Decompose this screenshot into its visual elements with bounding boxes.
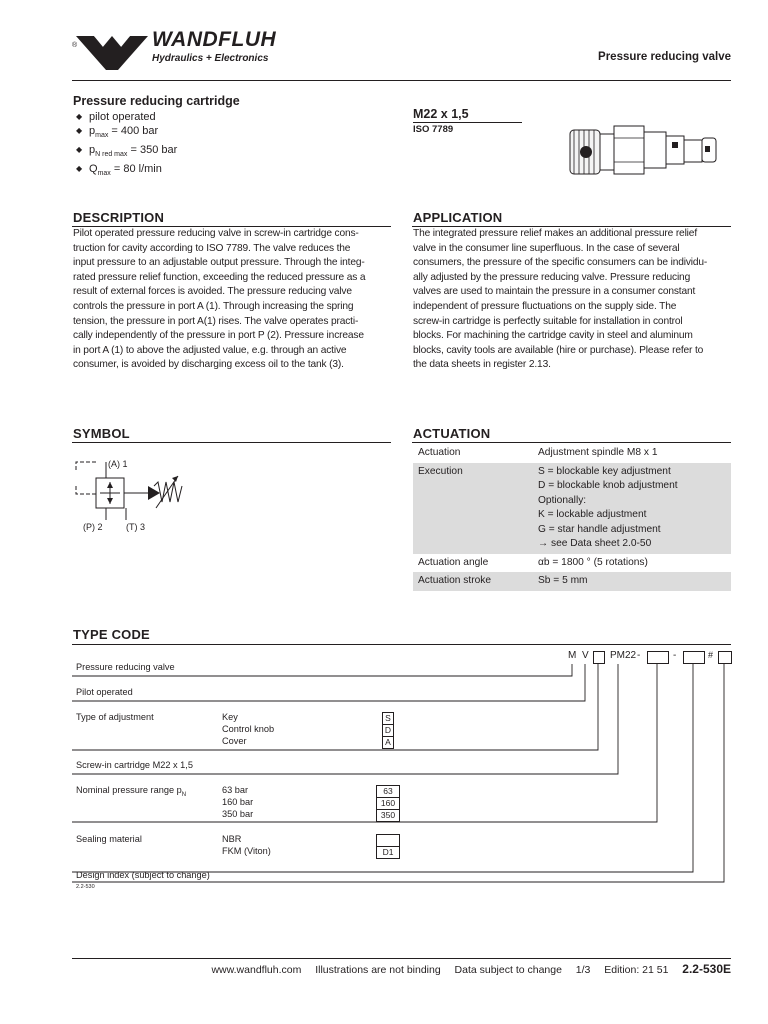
adjust-option-code: D	[382, 724, 394, 737]
bullet-pilot	[76, 110, 276, 124]
brand-logo	[72, 28, 302, 72]
bullet-value: = 80 l/min	[110, 163, 162, 176]
bullet-sub: N red max	[95, 151, 128, 159]
description-line: cally independently of the pressure in port P (2). Pressure increase	[73, 330, 364, 342]
description-line: in port A (1) to above the adjusted value, e.g. through an active	[73, 344, 347, 356]
registered-mark: ®	[72, 42, 78, 49]
actuation-value	[533, 463, 731, 554]
bullet-qmax	[76, 162, 276, 181]
description-line: truction for cavity according to ISO 7789. The valve reduces the	[73, 242, 351, 254]
application-line: The integrated pressure relief makes an additional pressure relief	[413, 228, 697, 239]
pressure-option-label: 160 bar	[222, 797, 254, 807]
code-dash-1: -	[637, 650, 641, 661]
bullet-text: Q	[89, 163, 98, 176]
bullet-sub: max	[95, 132, 109, 140]
bullet-text: p	[89, 144, 96, 157]
hydraulic-symbol	[72, 452, 222, 532]
port-t-label: (T) 3	[126, 522, 145, 532]
brand-subtitle: Hydraulics + Electronics	[152, 53, 269, 64]
footer-notice-data: Data subject to change	[454, 964, 562, 976]
bullet-pmax	[76, 124, 276, 143]
application-heading: APPLICATION	[413, 210, 503, 225]
code-hash: #	[708, 650, 714, 660]
iso-standard: ISO 7789	[413, 124, 454, 135]
sealing-option-label: FKM (Viton)	[222, 846, 271, 856]
code-v: V	[582, 650, 589, 661]
code-pm22: PM22	[610, 650, 637, 661]
intro-title: Pressure reducing cartridge	[73, 94, 240, 108]
type-code-heading: TYPE CODE	[73, 627, 150, 642]
bullet-value: = 400 bar	[108, 125, 159, 137]
thread-size: M22 x 1,5	[413, 107, 469, 121]
description-line: tension, the pressure in port A(1) rises. The valve operates practi-	[73, 315, 359, 327]
application-body	[413, 227, 731, 373]
port-a-label: (A) 1	[108, 459, 128, 469]
description-line: input pressure to an adjustable output pressure. Through the integ-	[73, 257, 365, 269]
description-line: controls the pressure in port A (1). Through increasing the spring	[73, 300, 354, 312]
actuation-key: Actuation	[418, 447, 461, 458]
application-line: screw-in cartridge is perfectly suitable for installation in control	[413, 315, 683, 327]
footer-edition: Edition: 21 51	[604, 964, 669, 976]
footer-notice-illustrations: Illustrations are not binding	[315, 964, 441, 976]
footer	[211, 962, 731, 976]
description-line: result of external forces is avoided. The pressure reducing valve	[73, 286, 352, 298]
tc-sealing-label: Sealing material	[76, 834, 142, 844]
bullet-text: p	[89, 125, 96, 137]
application-line: consumers, the pressure of the specific consumers can be individu-	[413, 257, 708, 269]
pressure-option-label: 63 bar	[222, 785, 249, 795]
bullet-pnred	[76, 143, 276, 162]
adjust-option-label: Cover	[222, 736, 247, 746]
actuation-key: Actuation stroke	[413, 572, 533, 591]
pressure-label-text: Nominal pressure range p	[76, 785, 182, 795]
wandfluh-logo-icon	[72, 28, 152, 72]
actuation-value	[533, 444, 731, 463]
actuation-value-line: K = lockable adjustment	[538, 509, 647, 520]
actuation-value-line: Optionally:	[538, 494, 587, 506]
adjust-option-code: S	[382, 712, 394, 725]
actuation-value-line: S = blockable key adjustment	[538, 465, 671, 477]
pressure-label-sub: N	[181, 791, 187, 798]
pressure-option-code: 63	[376, 785, 400, 798]
code-dash-2: -	[673, 650, 677, 661]
actuation-row	[413, 554, 731, 573]
adjust-option-code: A	[382, 736, 394, 749]
actuation-key: Actuation angle	[418, 556, 489, 568]
brand-name: WANDFLUH	[152, 28, 277, 51]
pressure-option-code: 160	[376, 797, 400, 810]
footer-rule	[72, 958, 731, 959]
pressure-option-code: 350	[376, 809, 400, 822]
cartridge-image	[562, 120, 742, 180]
actuation-value-line: → see Data sheet 2.0-50	[538, 538, 652, 549]
application-line: blocks, cavity tools are available (hire or purchase). Please refer to	[413, 344, 704, 356]
document-title: Pressure reducing valve	[598, 51, 731, 63]
header-rule	[72, 80, 731, 81]
footer-doc-number: 2.2-530E	[682, 962, 731, 976]
actuation-value-line: Sb = 5 mm	[538, 575, 588, 586]
symbol-rule	[72, 442, 391, 443]
symbol-heading: SYMBOL	[73, 426, 130, 441]
adjust-option-label: Key	[222, 712, 238, 722]
sealing-option-label: NBR	[222, 834, 242, 844]
tc-adjust-label: Type of adjustment	[76, 712, 154, 722]
tc-cartridge-label: Screw-in cartridge M22 x 1,5	[76, 760, 193, 770]
footer-page: 1/3	[575, 964, 591, 976]
actuation-value	[533, 572, 731, 591]
application-line: blocks. For machining the cartridge cavity in steel and aluminum	[413, 330, 693, 342]
actuation-row	[413, 572, 731, 591]
actuation-value-line: Adjustment spindle M8 x 1	[538, 447, 658, 458]
actuation-key: Execution	[413, 463, 533, 554]
application-line: valve in the consumer line superfluous. In the case of several	[413, 242, 680, 254]
actuation-row	[413, 463, 731, 554]
tc-pilot-label: Pilot operated	[76, 687, 133, 697]
description-line: rated pressure relief function, exceeding the reduced pressure as a	[73, 271, 366, 283]
actuation-rule	[412, 442, 731, 443]
application-line: independent of pressure fluctuations on the supply side. The	[413, 300, 677, 312]
actuation-row	[413, 444, 731, 463]
bullet-text: pilot operated	[89, 111, 156, 123]
description-line: consumer, is avoided by discharging excess oil to the tank (3).	[73, 359, 344, 371]
sealing-option-code: D1	[376, 846, 400, 859]
tc-pressure-label	[76, 785, 186, 798]
actuation-value-line: D = blockable knob adjustment	[538, 480, 678, 491]
actuation-value-line: G = star handle adjustment	[538, 523, 661, 535]
footer-url[interactable]: www.wandfluh.com	[211, 964, 302, 976]
adjust-option-label: Control knob	[222, 724, 275, 734]
description-heading: DESCRIPTION	[73, 210, 165, 225]
small-reference: 2.2-530	[76, 884, 95, 890]
bullet-value: = 350 bar	[127, 144, 178, 157]
type-code-connectors	[0, 640, 768, 900]
tc-design-label: Design index (subject to change)	[76, 870, 210, 880]
description-body	[73, 227, 391, 373]
application-line: ally adjusted by the pressure reducing valve. Pressure reducing	[413, 271, 691, 283]
code-m: M	[568, 650, 577, 661]
application-line: the data sheets in register 2.13.	[413, 359, 551, 371]
actuation-value	[533, 554, 731, 573]
port-p-label: (P) 2	[83, 522, 103, 532]
intro-bullets	[76, 110, 276, 182]
pressure-option-label: 350 bar	[222, 809, 254, 819]
actuation-value-line: αb = 1800 ° (5 rotations)	[538, 556, 648, 568]
actuation-heading: ACTUATION	[413, 426, 491, 441]
bullet-sub: max	[97, 170, 111, 178]
thread-rule	[413, 122, 522, 123]
description-line: Pilot operated pressure reducing valve in screw-in cartridge cons-	[73, 228, 359, 239]
application-line: valves are used to maintain the pressure in a consumer constant	[413, 286, 696, 298]
tc-valve-label: Pressure reducing valve	[76, 662, 175, 672]
actuation-table	[413, 444, 731, 591]
